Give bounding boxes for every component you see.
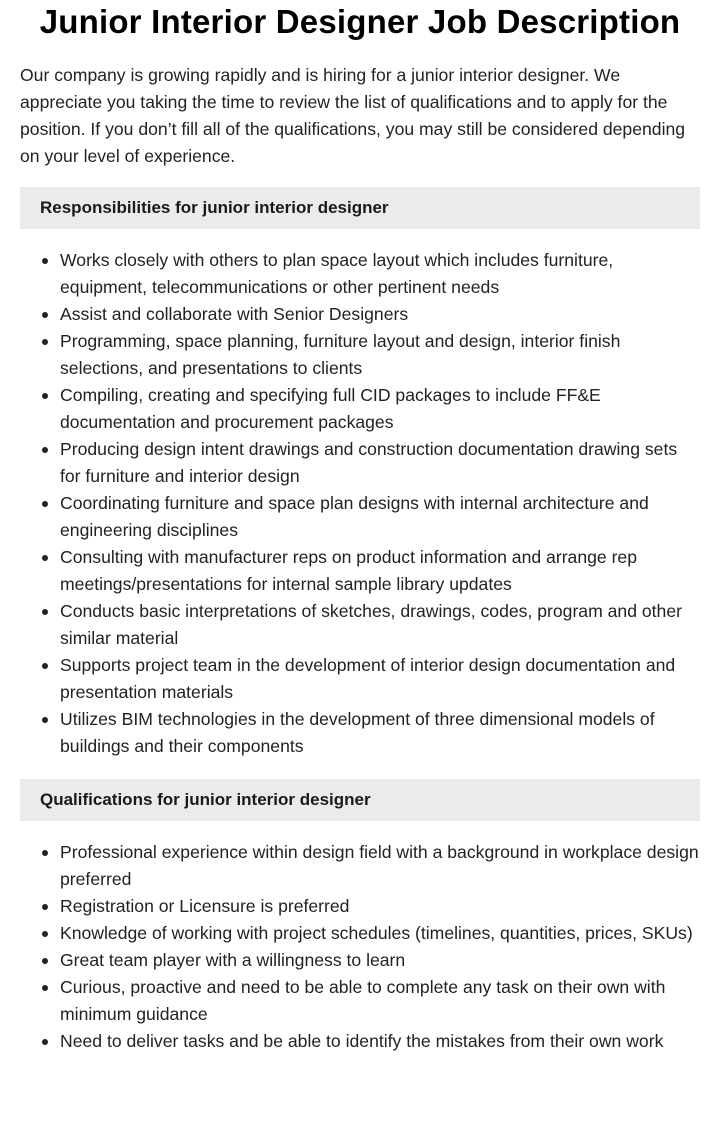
qualifications-heading: Qualifications for junior interior designer: [20, 779, 700, 821]
page-title: Junior Interior Designer Job Description: [39, 3, 681, 40]
list-item: Utilizes BIM technologies in the development of three dimensional models of buildings and their components: [60, 706, 700, 760]
list-item: Curious, proactive and need to be able to complete any task on their own with minimum guidance: [60, 974, 700, 1028]
responsibilities-heading: Responsibilities for junior interior designer: [20, 187, 700, 229]
list-item: Conducts basic interpretations of sketches, drawings, codes, program and other similar material: [60, 598, 700, 652]
responsibilities-list: [20, 247, 700, 760]
list-item: Supports project team in the development of interior design documentation and presentation materials: [60, 652, 700, 706]
list-item: Registration or Licensure is preferred: [60, 893, 700, 920]
list-item: Need to deliver tasks and be able to identify the mistakes from their own work: [60, 1028, 700, 1055]
list-item: Professional experience within design field with a background in workplace design preferred: [60, 839, 700, 893]
list-item: Consulting with manufacturer reps on product information and arrange rep meetings/presentations for internal sample library updates: [60, 544, 700, 598]
qualifications-list: [20, 839, 700, 1055]
intro-paragraph: Our company is growing rapidly and is hiring for a junior interior designer. We appreciate you taking the time to review the list of qualifications and to apply for the position. If you don’t fill all of the qualifications, you may still be considered depending on your level of experience.: [20, 65, 686, 166]
list-item: Assist and collaborate with Senior Designers: [60, 301, 700, 328]
list-item: Programming, space planning, furniture layout and design, interior finish selections, and presentations to clients: [60, 328, 700, 382]
list-item: Great team player with a willingness to learn: [60, 947, 700, 974]
list-item: Coordinating furniture and space plan designs with internal architecture and engineering disciplines: [60, 490, 700, 544]
list-item: Producing design intent drawings and construction documentation drawing sets for furniture and interior design: [60, 436, 700, 490]
list-item: Compiling, creating and specifying full CID packages to include FF&E documentation and procurement packages: [60, 382, 700, 436]
list-item: Knowledge of working with project schedules (timelines, quantities, prices, SKUs): [60, 920, 700, 947]
list-item: Works closely with others to plan space layout which includes furniture, equipment, telecommunications or other pertinent needs: [60, 247, 700, 301]
